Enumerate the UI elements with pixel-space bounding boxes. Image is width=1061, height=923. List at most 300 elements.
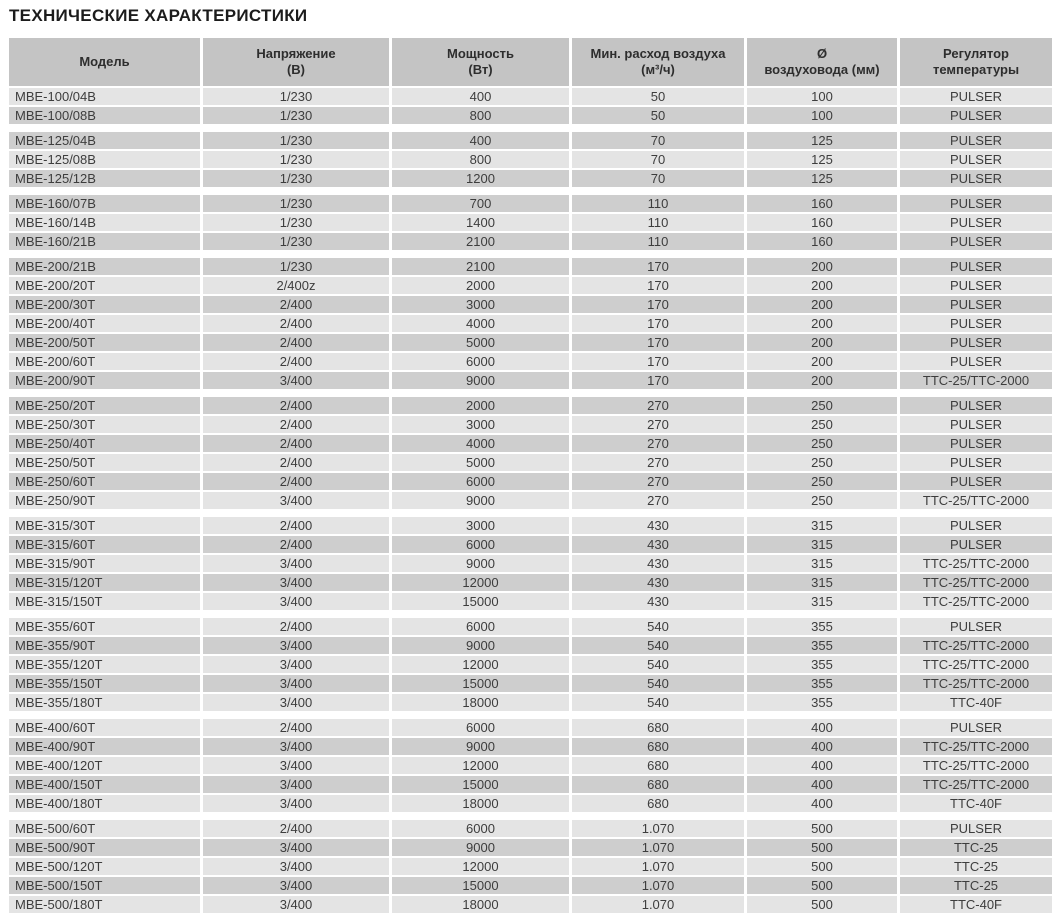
cell-model: MBE-160/07B <box>9 195 200 212</box>
cell-model: MBE-250/90T <box>9 492 200 509</box>
cell-model: MBE-250/40T <box>9 435 200 452</box>
cell-voltage: 3/400 <box>203 795 389 812</box>
cell-power: 1200 <box>392 170 569 187</box>
cell-model: MBE-500/180T <box>9 896 200 913</box>
cell-model: MBE-355/90T <box>9 637 200 654</box>
table-row <box>9 656 1052 673</box>
cell-power: 2000 <box>392 277 569 294</box>
cell-power: 6000 <box>392 719 569 736</box>
cell-voltage: 3/400 <box>203 896 389 913</box>
table-row <box>9 88 1052 105</box>
cell-power: 4000 <box>392 435 569 452</box>
table-row <box>9 397 1052 414</box>
cell-power: 6000 <box>392 618 569 635</box>
cell-model: MBE-125/08B <box>9 151 200 168</box>
cell-diameter: 500 <box>747 820 897 837</box>
cell-diameter: 160 <box>747 214 897 231</box>
cell-regulator: PULSER <box>900 315 1052 332</box>
cell-airflow: 1.070 <box>572 820 744 837</box>
table-header <box>9 38 1052 86</box>
cell-diameter: 250 <box>747 454 897 471</box>
cell-voltage: 3/400 <box>203 675 389 692</box>
cell-power: 6000 <box>392 536 569 553</box>
cell-airflow: 170 <box>572 258 744 275</box>
cell-diameter: 200 <box>747 296 897 313</box>
cell-voltage: 3/400 <box>203 593 389 610</box>
cell-airflow: 270 <box>572 473 744 490</box>
header-label: Мин. расход воздуха <box>590 46 726 61</box>
cell-regulator: PULSER <box>900 719 1052 736</box>
cell-voltage: 3/400 <box>203 656 389 673</box>
cell-regulator: TTC-25/TTC-2000 <box>900 776 1052 793</box>
cell-regulator: PULSER <box>900 88 1052 105</box>
cell-regulator: TTC-40F <box>900 896 1052 913</box>
cell-power: 18000 <box>392 694 569 711</box>
table-row <box>9 372 1052 389</box>
cell-regulator: TTC-25 <box>900 858 1052 875</box>
cell-diameter: 125 <box>747 151 897 168</box>
cell-voltage: 2/400 <box>203 820 389 837</box>
cell-airflow: 270 <box>572 397 744 414</box>
cell-airflow: 270 <box>572 416 744 433</box>
cell-regulator: PULSER <box>900 151 1052 168</box>
cell-regulator: TTC-25/TTC-2000 <box>900 637 1052 654</box>
header-cell-diameter <box>747 38 897 86</box>
cell-voltage: 2/400 <box>203 296 389 313</box>
cell-power: 9000 <box>392 738 569 755</box>
cell-power: 400 <box>392 88 569 105</box>
group-spacer <box>9 511 1052 515</box>
cell-voltage: 2/400z <box>203 277 389 294</box>
cell-diameter: 355 <box>747 675 897 692</box>
header-sublabel: (Вт) <box>468 62 493 77</box>
cell-model: MBE-400/180T <box>9 795 200 812</box>
header-label: Мощность <box>447 46 514 61</box>
cell-diameter: 125 <box>747 170 897 187</box>
cell-power: 9000 <box>392 555 569 572</box>
cell-power: 2100 <box>392 258 569 275</box>
table-row <box>9 896 1052 913</box>
cell-voltage: 1/230 <box>203 107 389 124</box>
cell-diameter: 400 <box>747 719 897 736</box>
cell-diameter: 355 <box>747 656 897 673</box>
cell-power: 15000 <box>392 877 569 894</box>
cell-voltage: 1/230 <box>203 233 389 250</box>
cell-diameter: 125 <box>747 132 897 149</box>
cell-airflow: 680 <box>572 757 744 774</box>
header-label: Регулятор <box>943 46 1009 61</box>
header-cell-power <box>392 38 569 86</box>
cell-power: 2100 <box>392 233 569 250</box>
cell-regulator: PULSER <box>900 353 1052 370</box>
header-sublabel: (м³/ч) <box>641 62 675 77</box>
cell-power: 15000 <box>392 675 569 692</box>
cell-regulator: TTC-25/TTC-2000 <box>900 555 1052 572</box>
table-row <box>9 574 1052 591</box>
cell-power: 12000 <box>392 757 569 774</box>
cell-voltage: 3/400 <box>203 694 389 711</box>
cell-regulator: PULSER <box>900 618 1052 635</box>
cell-regulator: PULSER <box>900 258 1052 275</box>
cell-regulator: TTC-25/TTC-2000 <box>900 492 1052 509</box>
cell-airflow: 1.070 <box>572 877 744 894</box>
cell-regulator: TTC-25/TTC-2000 <box>900 675 1052 692</box>
cell-regulator: TTC-25 <box>900 877 1052 894</box>
cell-regulator: PULSER <box>900 397 1052 414</box>
cell-diameter: 200 <box>747 372 897 389</box>
cell-model: MBE-315/30T <box>9 517 200 534</box>
cell-model: MBE-315/120T <box>9 574 200 591</box>
table-row <box>9 738 1052 755</box>
cell-diameter: 355 <box>747 694 897 711</box>
table-row <box>9 839 1052 856</box>
cell-model: MBE-160/14B <box>9 214 200 231</box>
cell-model: MBE-200/90T <box>9 372 200 389</box>
cell-model: MBE-355/180T <box>9 694 200 711</box>
cell-diameter: 500 <box>747 877 897 894</box>
cell-power: 15000 <box>392 593 569 610</box>
cell-regulator: PULSER <box>900 233 1052 250</box>
cell-diameter: 100 <box>747 88 897 105</box>
table-row <box>9 334 1052 351</box>
cell-model: MBE-250/50T <box>9 454 200 471</box>
cell-power: 1400 <box>392 214 569 231</box>
cell-power: 12000 <box>392 858 569 875</box>
cell-regulator: PULSER <box>900 435 1052 452</box>
cell-voltage: 3/400 <box>203 877 389 894</box>
cell-power: 2000 <box>392 397 569 414</box>
header-cell-airflow <box>572 38 744 86</box>
cell-regulator: PULSER <box>900 214 1052 231</box>
cell-voltage: 3/400 <box>203 555 389 572</box>
cell-model: MBE-355/60T <box>9 618 200 635</box>
cell-power: 9000 <box>392 372 569 389</box>
cell-diameter: 315 <box>747 555 897 572</box>
cell-voltage: 2/400 <box>203 353 389 370</box>
table-row <box>9 492 1052 509</box>
cell-airflow: 270 <box>572 454 744 471</box>
table-row <box>9 555 1052 572</box>
spec-table <box>9 38 1052 913</box>
table-row <box>9 132 1052 149</box>
table-row <box>9 233 1052 250</box>
cell-airflow: 70 <box>572 151 744 168</box>
cell-diameter: 400 <box>747 738 897 755</box>
header-cell-voltage <box>203 38 389 86</box>
cell-regulator: PULSER <box>900 517 1052 534</box>
cell-airflow: 1.070 <box>572 839 744 856</box>
cell-airflow: 1.070 <box>572 858 744 875</box>
group-spacer <box>9 612 1052 616</box>
cell-airflow: 680 <box>572 795 744 812</box>
cell-regulator: PULSER <box>900 536 1052 553</box>
cell-model: MBE-100/04B <box>9 88 200 105</box>
cell-voltage: 2/400 <box>203 719 389 736</box>
cell-diameter: 400 <box>747 776 897 793</box>
cell-regulator: TTC-25 <box>900 839 1052 856</box>
cell-power: 18000 <box>392 795 569 812</box>
cell-model: MBE-315/150T <box>9 593 200 610</box>
cell-power: 9000 <box>392 839 569 856</box>
table-row <box>9 195 1052 212</box>
cell-power: 12000 <box>392 574 569 591</box>
table-row <box>9 296 1052 313</box>
cell-voltage: 2/400 <box>203 397 389 414</box>
header-label: Напряжение <box>256 46 336 61</box>
cell-power: 6000 <box>392 820 569 837</box>
cell-voltage: 3/400 <box>203 574 389 591</box>
header-label: Ø <box>816 46 828 61</box>
table-row <box>9 820 1052 837</box>
cell-regulator: PULSER <box>900 334 1052 351</box>
cell-diameter: 160 <box>747 195 897 212</box>
cell-diameter: 250 <box>747 473 897 490</box>
cell-regulator: PULSER <box>900 473 1052 490</box>
cell-power: 4000 <box>392 315 569 332</box>
table-row <box>9 719 1052 736</box>
cell-model: MBE-200/60T <box>9 353 200 370</box>
cell-airflow: 680 <box>572 776 744 793</box>
cell-voltage: 1/230 <box>203 151 389 168</box>
cell-power: 3000 <box>392 416 569 433</box>
group-spacer <box>9 252 1052 256</box>
cell-model: MBE-400/120T <box>9 757 200 774</box>
cell-regulator: TTC-25/TTC-2000 <box>900 656 1052 673</box>
cell-voltage: 3/400 <box>203 839 389 856</box>
cell-model: MBE-100/08B <box>9 107 200 124</box>
cell-power: 400 <box>392 132 569 149</box>
cell-power: 15000 <box>392 776 569 793</box>
cell-regulator: PULSER <box>900 820 1052 837</box>
table-row <box>9 435 1052 452</box>
cell-diameter: 315 <box>747 574 897 591</box>
cell-regulator: TTC-25/TTC-2000 <box>900 574 1052 591</box>
cell-model: MBE-250/60T <box>9 473 200 490</box>
cell-power: 12000 <box>392 656 569 673</box>
cell-voltage: 2/400 <box>203 473 389 490</box>
table-row <box>9 214 1052 231</box>
cell-model: MBE-250/30T <box>9 416 200 433</box>
group-spacer <box>9 189 1052 193</box>
cell-model: MBE-355/120T <box>9 656 200 673</box>
cell-airflow: 680 <box>572 719 744 736</box>
table-row <box>9 694 1052 711</box>
cell-model: MBE-400/150T <box>9 776 200 793</box>
cell-power: 700 <box>392 195 569 212</box>
cell-airflow: 430 <box>572 536 744 553</box>
table-row <box>9 618 1052 635</box>
header-sublabel: (В) <box>286 62 306 77</box>
cell-regulator: PULSER <box>900 195 1052 212</box>
table-row <box>9 517 1052 534</box>
cell-airflow: 270 <box>572 435 744 452</box>
cell-power: 9000 <box>392 492 569 509</box>
table-row <box>9 776 1052 793</box>
cell-voltage: 1/230 <box>203 195 389 212</box>
table-row <box>9 107 1052 124</box>
table-row <box>9 757 1052 774</box>
cell-airflow: 170 <box>572 334 744 351</box>
cell-power: 3000 <box>392 296 569 313</box>
table-row <box>9 315 1052 332</box>
group-spacer <box>9 814 1052 818</box>
table-row <box>9 416 1052 433</box>
cell-diameter: 315 <box>747 536 897 553</box>
header-label: Модель <box>79 54 130 69</box>
table-row <box>9 454 1052 471</box>
cell-model: MBE-500/150T <box>9 877 200 894</box>
cell-airflow: 110 <box>572 233 744 250</box>
cell-airflow: 680 <box>572 738 744 755</box>
table-row <box>9 593 1052 610</box>
table-row <box>9 675 1052 692</box>
cell-voltage: 3/400 <box>203 637 389 654</box>
cell-airflow: 270 <box>572 492 744 509</box>
cell-model: MBE-125/04B <box>9 132 200 149</box>
cell-diameter: 315 <box>747 517 897 534</box>
cell-regulator: PULSER <box>900 132 1052 149</box>
cell-model: MBE-500/120T <box>9 858 200 875</box>
cell-model: MBE-200/20T <box>9 277 200 294</box>
table-row <box>9 637 1052 654</box>
table-row <box>9 536 1052 553</box>
cell-airflow: 540 <box>572 694 744 711</box>
cell-airflow: 170 <box>572 277 744 294</box>
cell-airflow: 1.070 <box>572 896 744 913</box>
cell-diameter: 250 <box>747 435 897 452</box>
cell-diameter: 200 <box>747 277 897 294</box>
cell-voltage: 3/400 <box>203 858 389 875</box>
cell-voltage: 2/400 <box>203 618 389 635</box>
cell-model: MBE-500/90T <box>9 839 200 856</box>
cell-airflow: 430 <box>572 574 744 591</box>
cell-regulator: PULSER <box>900 416 1052 433</box>
cell-regulator: PULSER <box>900 277 1052 294</box>
cell-model: MBE-250/20T <box>9 397 200 414</box>
cell-airflow: 70 <box>572 170 744 187</box>
cell-diameter: 200 <box>747 353 897 370</box>
cell-airflow: 70 <box>572 132 744 149</box>
cell-model: MBE-125/12B <box>9 170 200 187</box>
cell-regulator: PULSER <box>900 454 1052 471</box>
cell-diameter: 250 <box>747 492 897 509</box>
cell-regulator: PULSER <box>900 170 1052 187</box>
cell-airflow: 170 <box>572 353 744 370</box>
cell-voltage: 3/400 <box>203 372 389 389</box>
cell-model: MBE-200/40T <box>9 315 200 332</box>
cell-power: 3000 <box>392 517 569 534</box>
cell-voltage: 3/400 <box>203 738 389 755</box>
table-row <box>9 258 1052 275</box>
cell-power: 800 <box>392 107 569 124</box>
cell-model: MBE-500/60T <box>9 820 200 837</box>
table-row <box>9 877 1052 894</box>
cell-power: 800 <box>392 151 569 168</box>
cell-model: MBE-200/50T <box>9 334 200 351</box>
cell-airflow: 110 <box>572 195 744 212</box>
cell-regulator: TTC-25/TTC-2000 <box>900 757 1052 774</box>
group-spacer <box>9 126 1052 130</box>
group-spacer <box>9 391 1052 395</box>
cell-regulator: TTC-40F <box>900 694 1052 711</box>
cell-airflow: 50 <box>572 107 744 124</box>
cell-airflow: 540 <box>572 675 744 692</box>
table-row <box>9 858 1052 875</box>
cell-voltage: 2/400 <box>203 517 389 534</box>
cell-regulator: PULSER <box>900 296 1052 313</box>
cell-airflow: 430 <box>572 517 744 534</box>
cell-regulator: TTC-40F <box>900 795 1052 812</box>
cell-diameter: 100 <box>747 107 897 124</box>
cell-diameter: 200 <box>747 315 897 332</box>
cell-model: MBE-400/60T <box>9 719 200 736</box>
cell-diameter: 250 <box>747 397 897 414</box>
table-row <box>9 151 1052 168</box>
cell-diameter: 200 <box>747 258 897 275</box>
cell-airflow: 430 <box>572 593 744 610</box>
cell-voltage: 1/230 <box>203 132 389 149</box>
cell-diameter: 355 <box>747 618 897 635</box>
table-row <box>9 353 1052 370</box>
cell-voltage: 1/230 <box>203 214 389 231</box>
cell-diameter: 160 <box>747 233 897 250</box>
cell-diameter: 400 <box>747 795 897 812</box>
cell-airflow: 170 <box>572 315 744 332</box>
cell-airflow: 170 <box>572 372 744 389</box>
header-cell-regulator <box>900 38 1052 86</box>
cell-power: 5000 <box>392 334 569 351</box>
cell-power: 6000 <box>392 353 569 370</box>
cell-model: MBE-200/30T <box>9 296 200 313</box>
cell-model: MBE-400/90T <box>9 738 200 755</box>
cell-voltage: 3/400 <box>203 757 389 774</box>
cell-diameter: 500 <box>747 839 897 856</box>
cell-airflow: 540 <box>572 618 744 635</box>
cell-voltage: 2/400 <box>203 536 389 553</box>
cell-diameter: 400 <box>747 757 897 774</box>
cell-power: 6000 <box>392 473 569 490</box>
cell-diameter: 500 <box>747 896 897 913</box>
cell-voltage: 3/400 <box>203 492 389 509</box>
cell-power: 5000 <box>392 454 569 471</box>
cell-voltage: 2/400 <box>203 416 389 433</box>
cell-voltage: 2/400 <box>203 334 389 351</box>
page-title: ТЕХНИЧЕСКИЕ ХАРАКТЕРИСТИКИ <box>9 6 308 25</box>
cell-power: 9000 <box>392 637 569 654</box>
cell-diameter: 315 <box>747 593 897 610</box>
cell-voltage: 3/400 <box>203 776 389 793</box>
cell-voltage: 2/400 <box>203 454 389 471</box>
cell-model: MBE-355/150T <box>9 675 200 692</box>
cell-airflow: 110 <box>572 214 744 231</box>
group-spacer <box>9 713 1052 717</box>
cell-diameter: 355 <box>747 637 897 654</box>
table-row <box>9 473 1052 490</box>
table-body <box>9 88 1052 913</box>
cell-airflow: 170 <box>572 296 744 313</box>
cell-diameter: 500 <box>747 858 897 875</box>
cell-model: MBE-315/90T <box>9 555 200 572</box>
cell-regulator: TTC-25/TTC-2000 <box>900 372 1052 389</box>
cell-airflow: 540 <box>572 656 744 673</box>
cell-voltage: 2/400 <box>203 315 389 332</box>
header-cell-model <box>9 38 200 86</box>
cell-voltage: 2/400 <box>203 435 389 452</box>
cell-regulator: TTC-25/TTC-2000 <box>900 738 1052 755</box>
cell-model: MBE-200/21B <box>9 258 200 275</box>
table-row <box>9 170 1052 187</box>
cell-power: 18000 <box>392 896 569 913</box>
